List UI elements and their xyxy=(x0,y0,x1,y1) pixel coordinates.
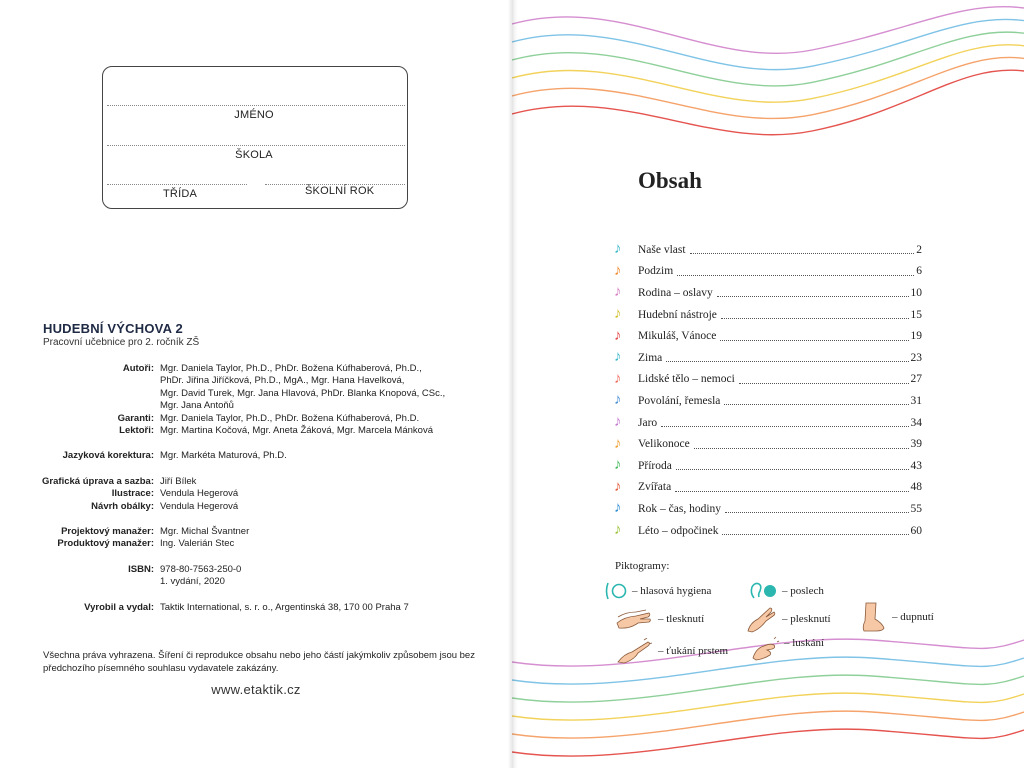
toc-entry[interactable] xyxy=(614,520,922,542)
credit-label: Autoři: xyxy=(122,363,154,374)
credit-value: Vendula Hegerová xyxy=(160,500,239,512)
table-of-contents xyxy=(614,239,922,541)
pictogram-label: – ťukání prstem xyxy=(658,645,729,657)
bottom-wave-line xyxy=(512,693,1024,720)
toc-entry-title: Rok – čas, hodiny xyxy=(638,503,725,515)
toc-entry[interactable] xyxy=(614,412,922,434)
top-wave-line xyxy=(512,32,1024,86)
dot-leader xyxy=(676,469,909,470)
pictogram-snap xyxy=(750,636,824,662)
toc-entry[interactable] xyxy=(614,433,922,455)
music-note-icon: ♪ xyxy=(614,435,622,452)
toc-entry-title: Naše vlast xyxy=(638,244,690,256)
bottom-wave-line xyxy=(512,675,1024,702)
credit-illustrations xyxy=(0,488,512,500)
pictogram-label: – tlesknutí xyxy=(658,613,705,625)
pictogram-label: – luskání xyxy=(784,637,825,649)
toc-entry-page: 10 xyxy=(910,286,922,299)
toc-entry-title: Jaro xyxy=(638,417,661,429)
toc-entry-page: 48 xyxy=(910,481,922,494)
toc-entry-title: Velikonoce xyxy=(638,438,694,450)
rights-notice: Všechna práva vyhrazena. Šíření či reprodukce obsahu nebo jeho částí jakýmkoliv způsobem jsou bez předchozího písemného souhlasu vydavatele zakázány. xyxy=(43,650,475,674)
credit-value xyxy=(160,564,460,589)
credit-value: Mgr. Markéta Maturová, Ph.D. xyxy=(160,450,287,462)
music-note-icon: ♪ xyxy=(614,284,622,301)
dot-leader xyxy=(666,361,908,362)
music-note-icon: ♪ xyxy=(614,262,622,279)
name-line[interactable] xyxy=(107,105,405,106)
dot-leader xyxy=(739,383,909,384)
toc-entry-page: 60 xyxy=(910,524,922,537)
top-wave-line xyxy=(512,7,1024,54)
credit-cover-design xyxy=(0,501,512,513)
pictogram-label: – poslech xyxy=(782,585,824,597)
toc-entry-title: Hudební nástroje xyxy=(638,309,721,321)
credit-value: Jiří Bílek xyxy=(160,475,197,487)
credit-line: Mgr. David Turek, Mgr. Jana Hlavová, PhDr. Blanka Knopová, CSc., xyxy=(160,387,446,399)
toc-entry-title: Podzim xyxy=(638,265,677,277)
finger-tap-icon xyxy=(616,638,654,664)
toc-entry[interactable] xyxy=(614,347,922,369)
pictogram-voice-hygiene xyxy=(604,580,711,602)
music-note-icon: ♪ xyxy=(614,327,622,344)
toc-entry[interactable] xyxy=(614,455,922,477)
music-note-icon: ♪ xyxy=(614,457,622,474)
bottom-wave-line xyxy=(512,729,1024,756)
school-line[interactable] xyxy=(107,145,405,146)
dot-leader xyxy=(725,512,908,513)
music-note-icon: ♪ xyxy=(614,392,622,409)
top-wave-line xyxy=(512,19,1024,69)
bottom-wave-line xyxy=(512,711,1024,738)
dot-leader xyxy=(724,404,908,405)
voice-hygiene-icon xyxy=(604,580,628,602)
credit-line: 1. vydání, 2020 xyxy=(160,576,225,588)
credit-line: 978-80-7563-250-0 xyxy=(160,563,242,575)
dot-leader xyxy=(694,448,909,449)
toc-entry[interactable] xyxy=(614,304,922,326)
credit-label: Projektový manažer: xyxy=(61,526,154,538)
school-label: ŠKOLA xyxy=(235,149,273,161)
toc-entry-page: 55 xyxy=(910,502,922,515)
pictogram-stomp xyxy=(858,601,934,633)
credit-line: Mgr. Daniela Taylor, Ph.D., PhDr. Božena Kúfhaberová, Ph.D., xyxy=(160,363,422,374)
dot-leader xyxy=(722,534,908,535)
credit-line: Mgr. Jana Antoňů xyxy=(160,400,234,412)
class-line[interactable] xyxy=(107,184,247,185)
toc-entry-page: 19 xyxy=(910,330,922,343)
toc-entry[interactable] xyxy=(614,477,922,499)
credit-value: Ing. Valerián Stec xyxy=(160,538,235,550)
toc-entry-title: Lidské tělo – nemoci xyxy=(638,373,739,385)
toc-entry-title: Mikuláš, Vánoce xyxy=(638,330,720,342)
dot-leader xyxy=(721,318,909,319)
toc-entry[interactable] xyxy=(614,239,922,261)
credit-label: Lektoři: xyxy=(119,425,154,437)
toc-entry-title: Rodina – oslavy xyxy=(638,287,717,299)
toc-entry[interactable] xyxy=(614,325,922,347)
credit-label: Garanti: xyxy=(117,412,154,424)
credit-publisher xyxy=(0,602,512,614)
clap-hands-icon xyxy=(614,607,654,631)
credits-list xyxy=(0,363,512,614)
school-year-label: ŠKOLNÍ ROK xyxy=(305,185,375,197)
pictogram-finger-tap xyxy=(616,638,728,664)
credit-label: Grafická úprava a sazba: xyxy=(42,475,154,487)
slap-hand-icon xyxy=(744,605,778,633)
toc-entry-title: Léto – odpočinek xyxy=(638,525,722,537)
name-label: JMÉNO xyxy=(234,109,274,121)
music-note-icon: ♪ xyxy=(614,241,622,258)
toc-entry[interactable] xyxy=(614,282,922,304)
toc-title: Obsah xyxy=(638,168,702,193)
credit-product-manager xyxy=(0,538,512,550)
music-note-icon: ♪ xyxy=(614,349,622,366)
pictograms-heading: Piktogramy: xyxy=(615,560,670,572)
dot-leader xyxy=(675,491,908,492)
credit-reviewers xyxy=(0,425,512,437)
dot-leader xyxy=(690,253,915,254)
credit-value: Taktik International, s. r. o., Argentinská 38, 170 00 Praha 7 xyxy=(160,601,409,613)
credit-label: Návrh obálky: xyxy=(91,500,154,512)
credit-proofreading xyxy=(0,450,512,462)
toc-entry[interactable] xyxy=(614,390,922,412)
pictogram-label: – hlasová hygiena xyxy=(632,585,712,597)
toc-entry-page: 2 xyxy=(916,243,922,256)
toc-entry[interactable] xyxy=(614,261,922,283)
toc-entry-page: 15 xyxy=(910,308,922,321)
music-note-icon: ♪ xyxy=(614,478,622,495)
credit-authors xyxy=(0,363,512,413)
music-note-icon: ♪ xyxy=(614,306,622,323)
credit-label: Produktový manažer: xyxy=(57,538,154,550)
credit-isbn xyxy=(0,564,512,589)
music-note-icon: ♪ xyxy=(614,500,622,517)
dot-leader xyxy=(717,296,909,297)
top-waves xyxy=(512,7,1024,135)
website-link[interactable]: www.etaktik.cz xyxy=(211,682,301,697)
music-note-icon: ♪ xyxy=(614,414,622,431)
toc-entry-title: Příroda xyxy=(638,460,676,472)
credit-value xyxy=(160,363,460,413)
finger-snap-icon xyxy=(750,636,780,662)
toc-entry-page: 6 xyxy=(916,265,922,278)
toc-entry-title: Povolání, řemesla xyxy=(638,395,724,407)
credit-label: Vyrobil a vydal: xyxy=(84,601,154,613)
toc-entry-page: 34 xyxy=(910,416,922,429)
toc-entry-title: Zima xyxy=(638,352,666,364)
credit-line: PhDr. Jiřina Jiříčková, Ph.D., MgA., Mgr. Hana Havelková, xyxy=(160,375,405,387)
dot-leader xyxy=(677,275,914,276)
toc-entry-page: 23 xyxy=(910,351,922,364)
dot-leader xyxy=(720,340,908,341)
toc-entry-page: 27 xyxy=(910,373,922,386)
credit-project-manager xyxy=(0,526,512,538)
credit-label: ISBN: xyxy=(128,563,154,575)
toc-entry[interactable] xyxy=(614,498,922,520)
credit-guarantors xyxy=(0,413,512,425)
stomp-foot-icon xyxy=(858,601,888,633)
pictogram-label: – plesknutí xyxy=(782,613,831,625)
music-note-icon: ♪ xyxy=(614,370,622,387)
pictogram-clap xyxy=(614,607,704,631)
credit-value: Mgr. Michal Švantner xyxy=(160,526,250,538)
right-page xyxy=(512,0,1024,768)
toc-entry-page: 43 xyxy=(910,459,922,472)
toc-entry[interactable] xyxy=(614,369,922,391)
credit-value: Mgr. Martina Kočová, Mgr. Aneta Žáková, Mgr. Marcela Mánková xyxy=(160,425,433,437)
dot-leader xyxy=(661,426,908,427)
pictogram-listening xyxy=(748,580,824,602)
name-box xyxy=(102,66,408,209)
top-wave-line xyxy=(512,57,1024,118)
credit-value: Mgr. Daniela Taylor, Ph.D., PhDr. Božena Kúfhaberová, Ph.D. xyxy=(160,412,420,424)
pictogram-slap xyxy=(744,605,831,633)
toc-entry-page: 39 xyxy=(910,438,922,451)
toc-entry-title: Zvířata xyxy=(638,481,675,493)
book-subtitle: Pracovní učebnice pro 2. ročník ZŠ xyxy=(43,337,200,348)
credit-label: Ilustrace: xyxy=(111,488,154,500)
book-title: HUDEBNÍ VÝCHOVA 2 xyxy=(43,321,183,336)
music-note-icon: ♪ xyxy=(614,522,622,539)
toc-entry-page: 31 xyxy=(910,394,922,407)
credit-value: Vendula Hegerová xyxy=(160,488,239,500)
ear-listening-icon xyxy=(748,580,778,602)
credit-label: Jazyková korektura: xyxy=(62,450,154,462)
credit-graphic-design xyxy=(0,476,512,488)
pictogram-label: – dupnutí xyxy=(892,611,934,623)
class-label: TŘÍDA xyxy=(163,188,197,200)
